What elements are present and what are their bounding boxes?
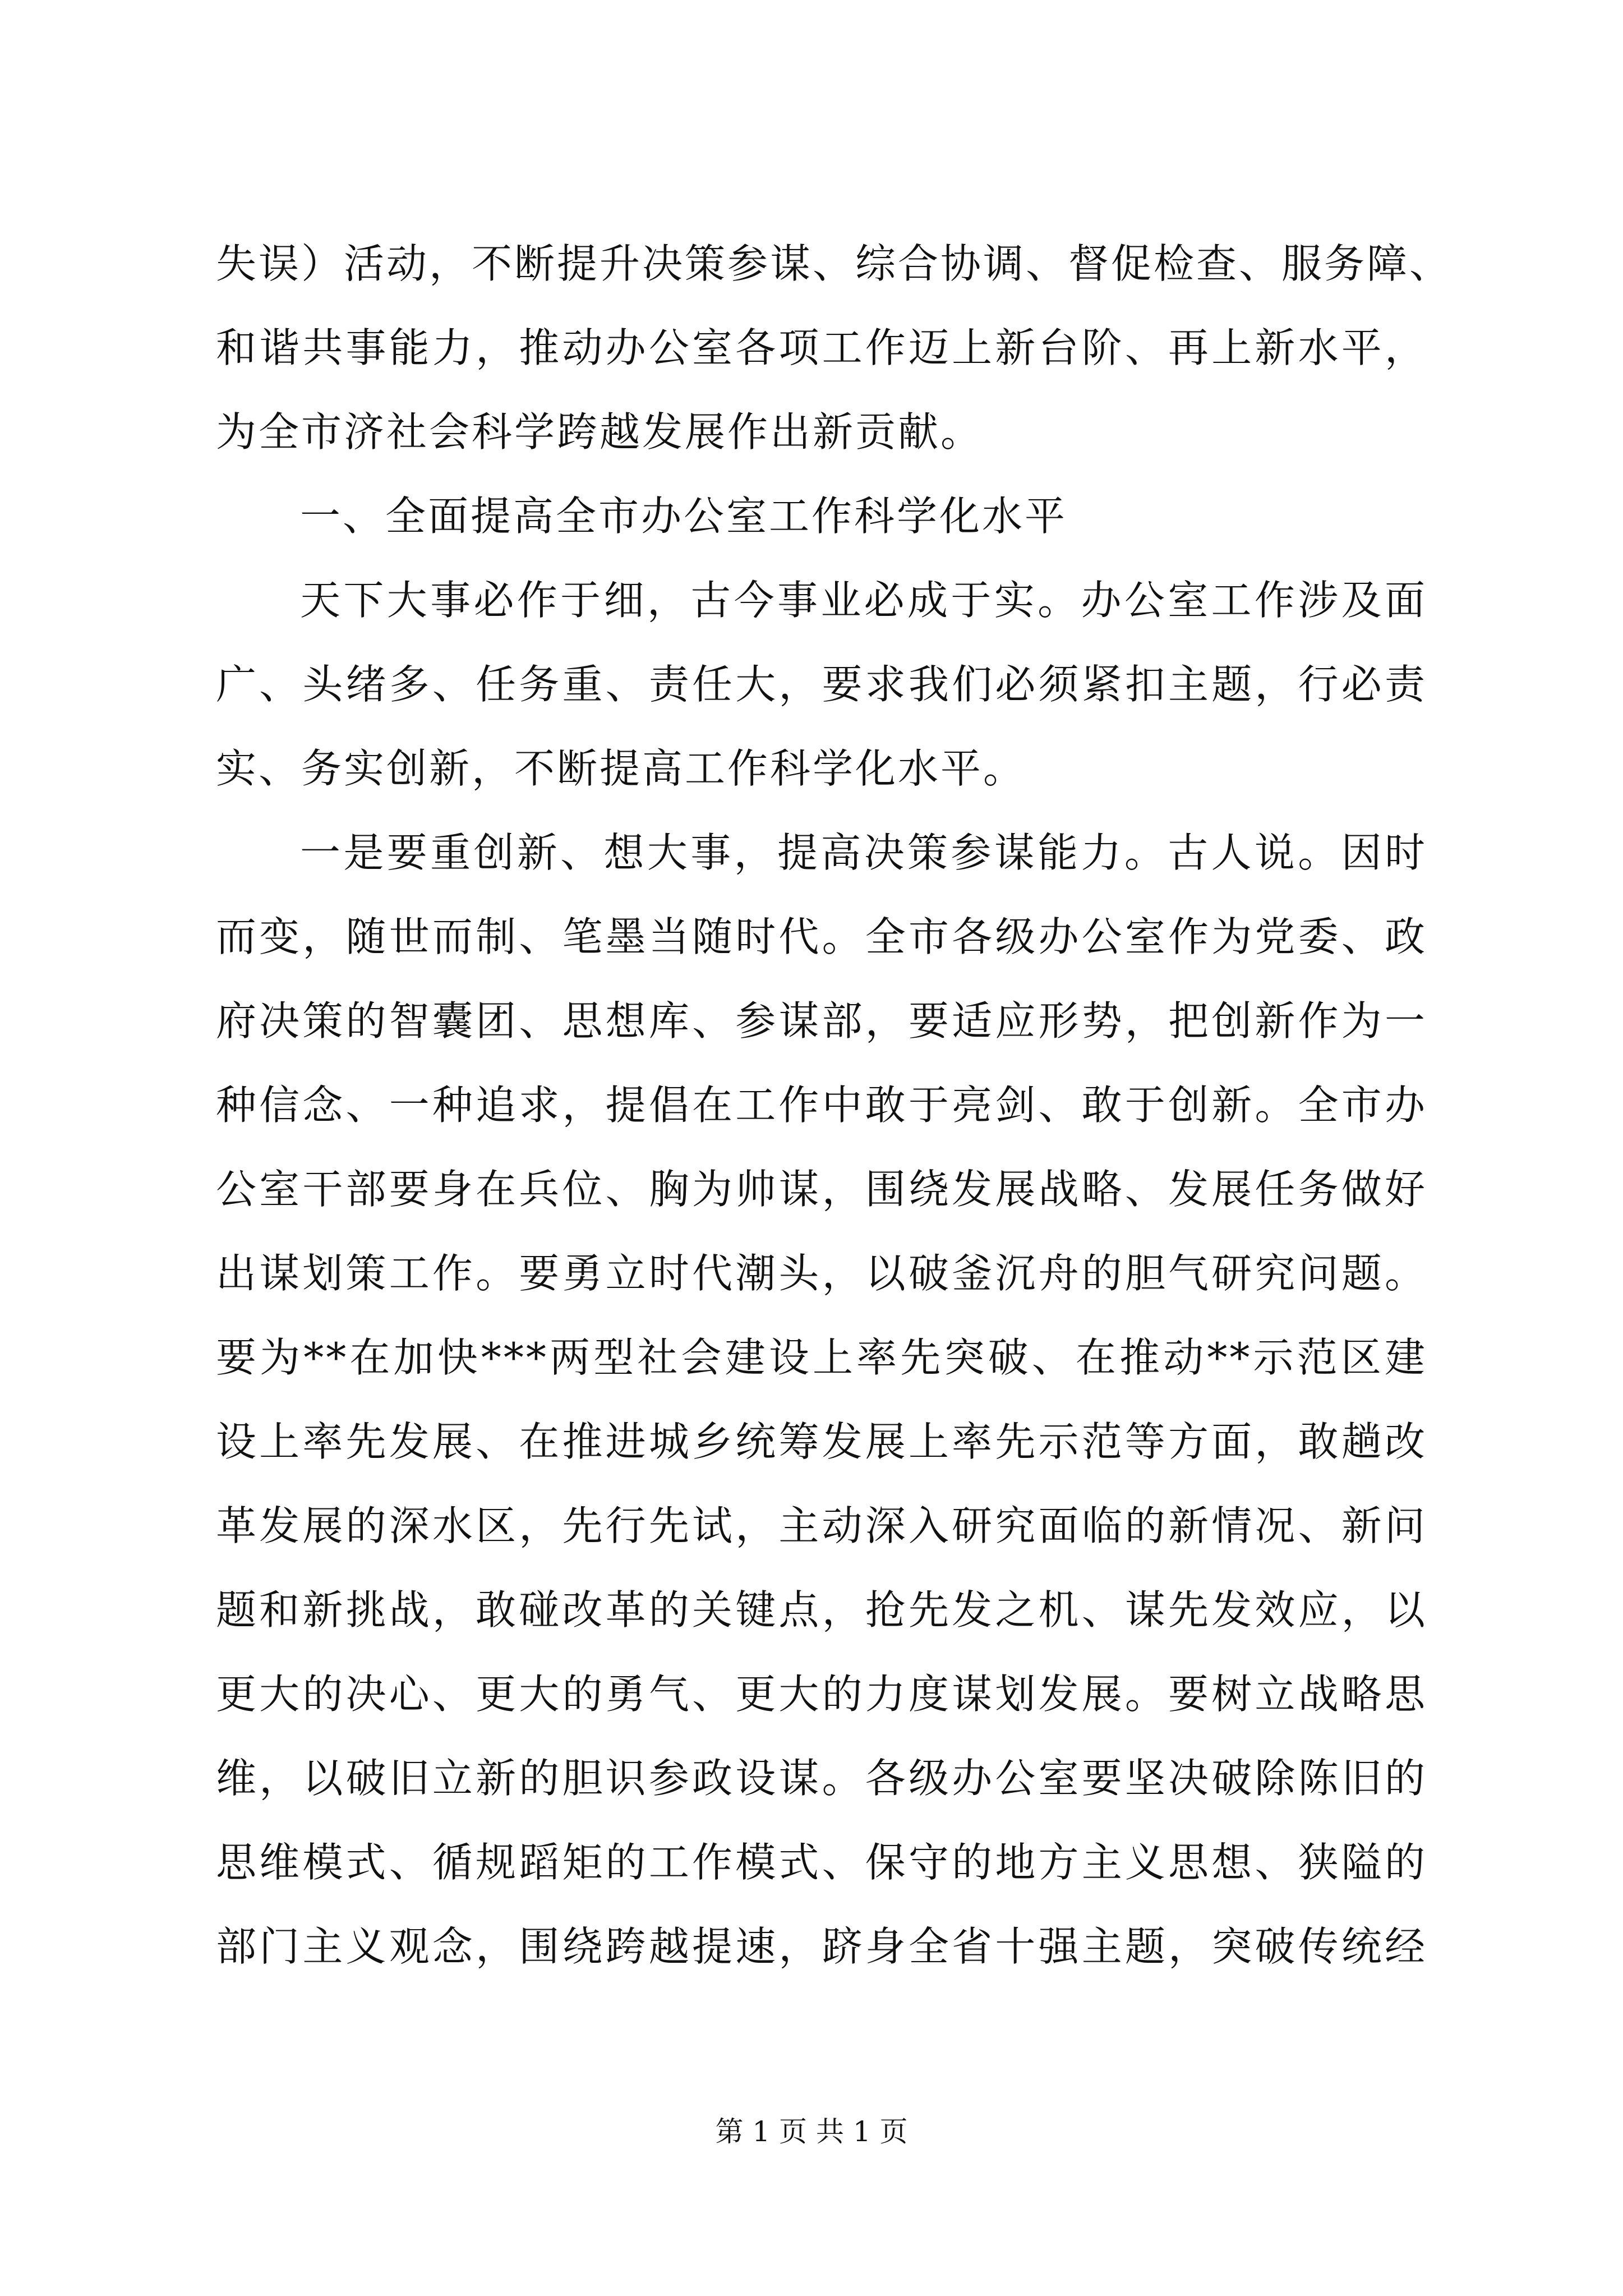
- page-footer: 第 1 页 共 1 页: [715, 2115, 908, 2148]
- text-line: 广、头绪多、任务重、责任大，要求我们必须紧扣主题，行必责: [216, 661, 1427, 708]
- text-line: 要为**在加快***两型社会建设上率先突破、在推动**示范区建: [216, 1334, 1427, 1381]
- text-line: 而变，随世而制、笔墨当随时代。全市各级办公室作为党委、政: [216, 913, 1427, 960]
- text-line: 和谐共事能力，推动办公室各项工作迈上新台阶、再上新水平，: [216, 324, 1427, 371]
- text-line: 府决策的智囊团、思想库、参谋部，要适应形势，把创新作为一: [216, 997, 1427, 1045]
- text-line: 设上率先发展、在推进城乡统筹发展上率先示范等方面，敢趟改: [216, 1418, 1427, 1465]
- text-line: 公室干部要身在兵位、胸为帅谋，围绕发展战略、发展任务做好: [216, 1166, 1427, 1213]
- text-line: 实、务实创新，不断提高工作科学化水平。: [216, 745, 1026, 792]
- text-line: 失误）活动，不断提升决策参谋、综合协调、督促检查、服务障、: [216, 240, 1453, 287]
- text-line: 更大的决心、更大的勇气、更大的力度谋划发展。要树立战略思: [216, 1671, 1427, 1718]
- section-heading: 一、全面提高全市办公室工作科学化水平: [300, 493, 1068, 540]
- text-line: 为全市济社会科学跨越发展作出新贡献。: [216, 408, 984, 455]
- text-line: 思维模式、循规蹈矩的工作模式、保守的地方主义思想、狭隘的: [216, 1839, 1427, 1886]
- text-line: 部门主义观念，围绕跨越提速，跻身全省十强主题，突破传统经: [216, 1923, 1427, 1970]
- text-line: 天下大事必作于细，古今事业必成于实。办公室工作涉及面: [300, 577, 1427, 624]
- text-line: 维，以破旧立新的胆识参政设谋。各级办公室要坚决破除陈旧的: [216, 1755, 1427, 1802]
- text-line: 种信念、一种追求，提倡在工作中敢于亮剑、敢于创新。全市办: [216, 1082, 1427, 1129]
- text-line: 题和新挑战，敢碰改革的关键点，抢先发之机、谋先发效应，以: [216, 1586, 1427, 1634]
- text-line: 出谋划策工作。要勇立时代潮头，以破釜沉舟的胆气研究问题。: [216, 1250, 1427, 1297]
- document-body: [216, 222, 1453, 1989]
- text-line: 一是要重创新、想大事，提高决策参谋能力。古人说。因时: [300, 829, 1427, 876]
- text-line: 革发展的深水区，先行先试，主动深入研究面临的新情况、新问: [216, 1502, 1427, 1549]
